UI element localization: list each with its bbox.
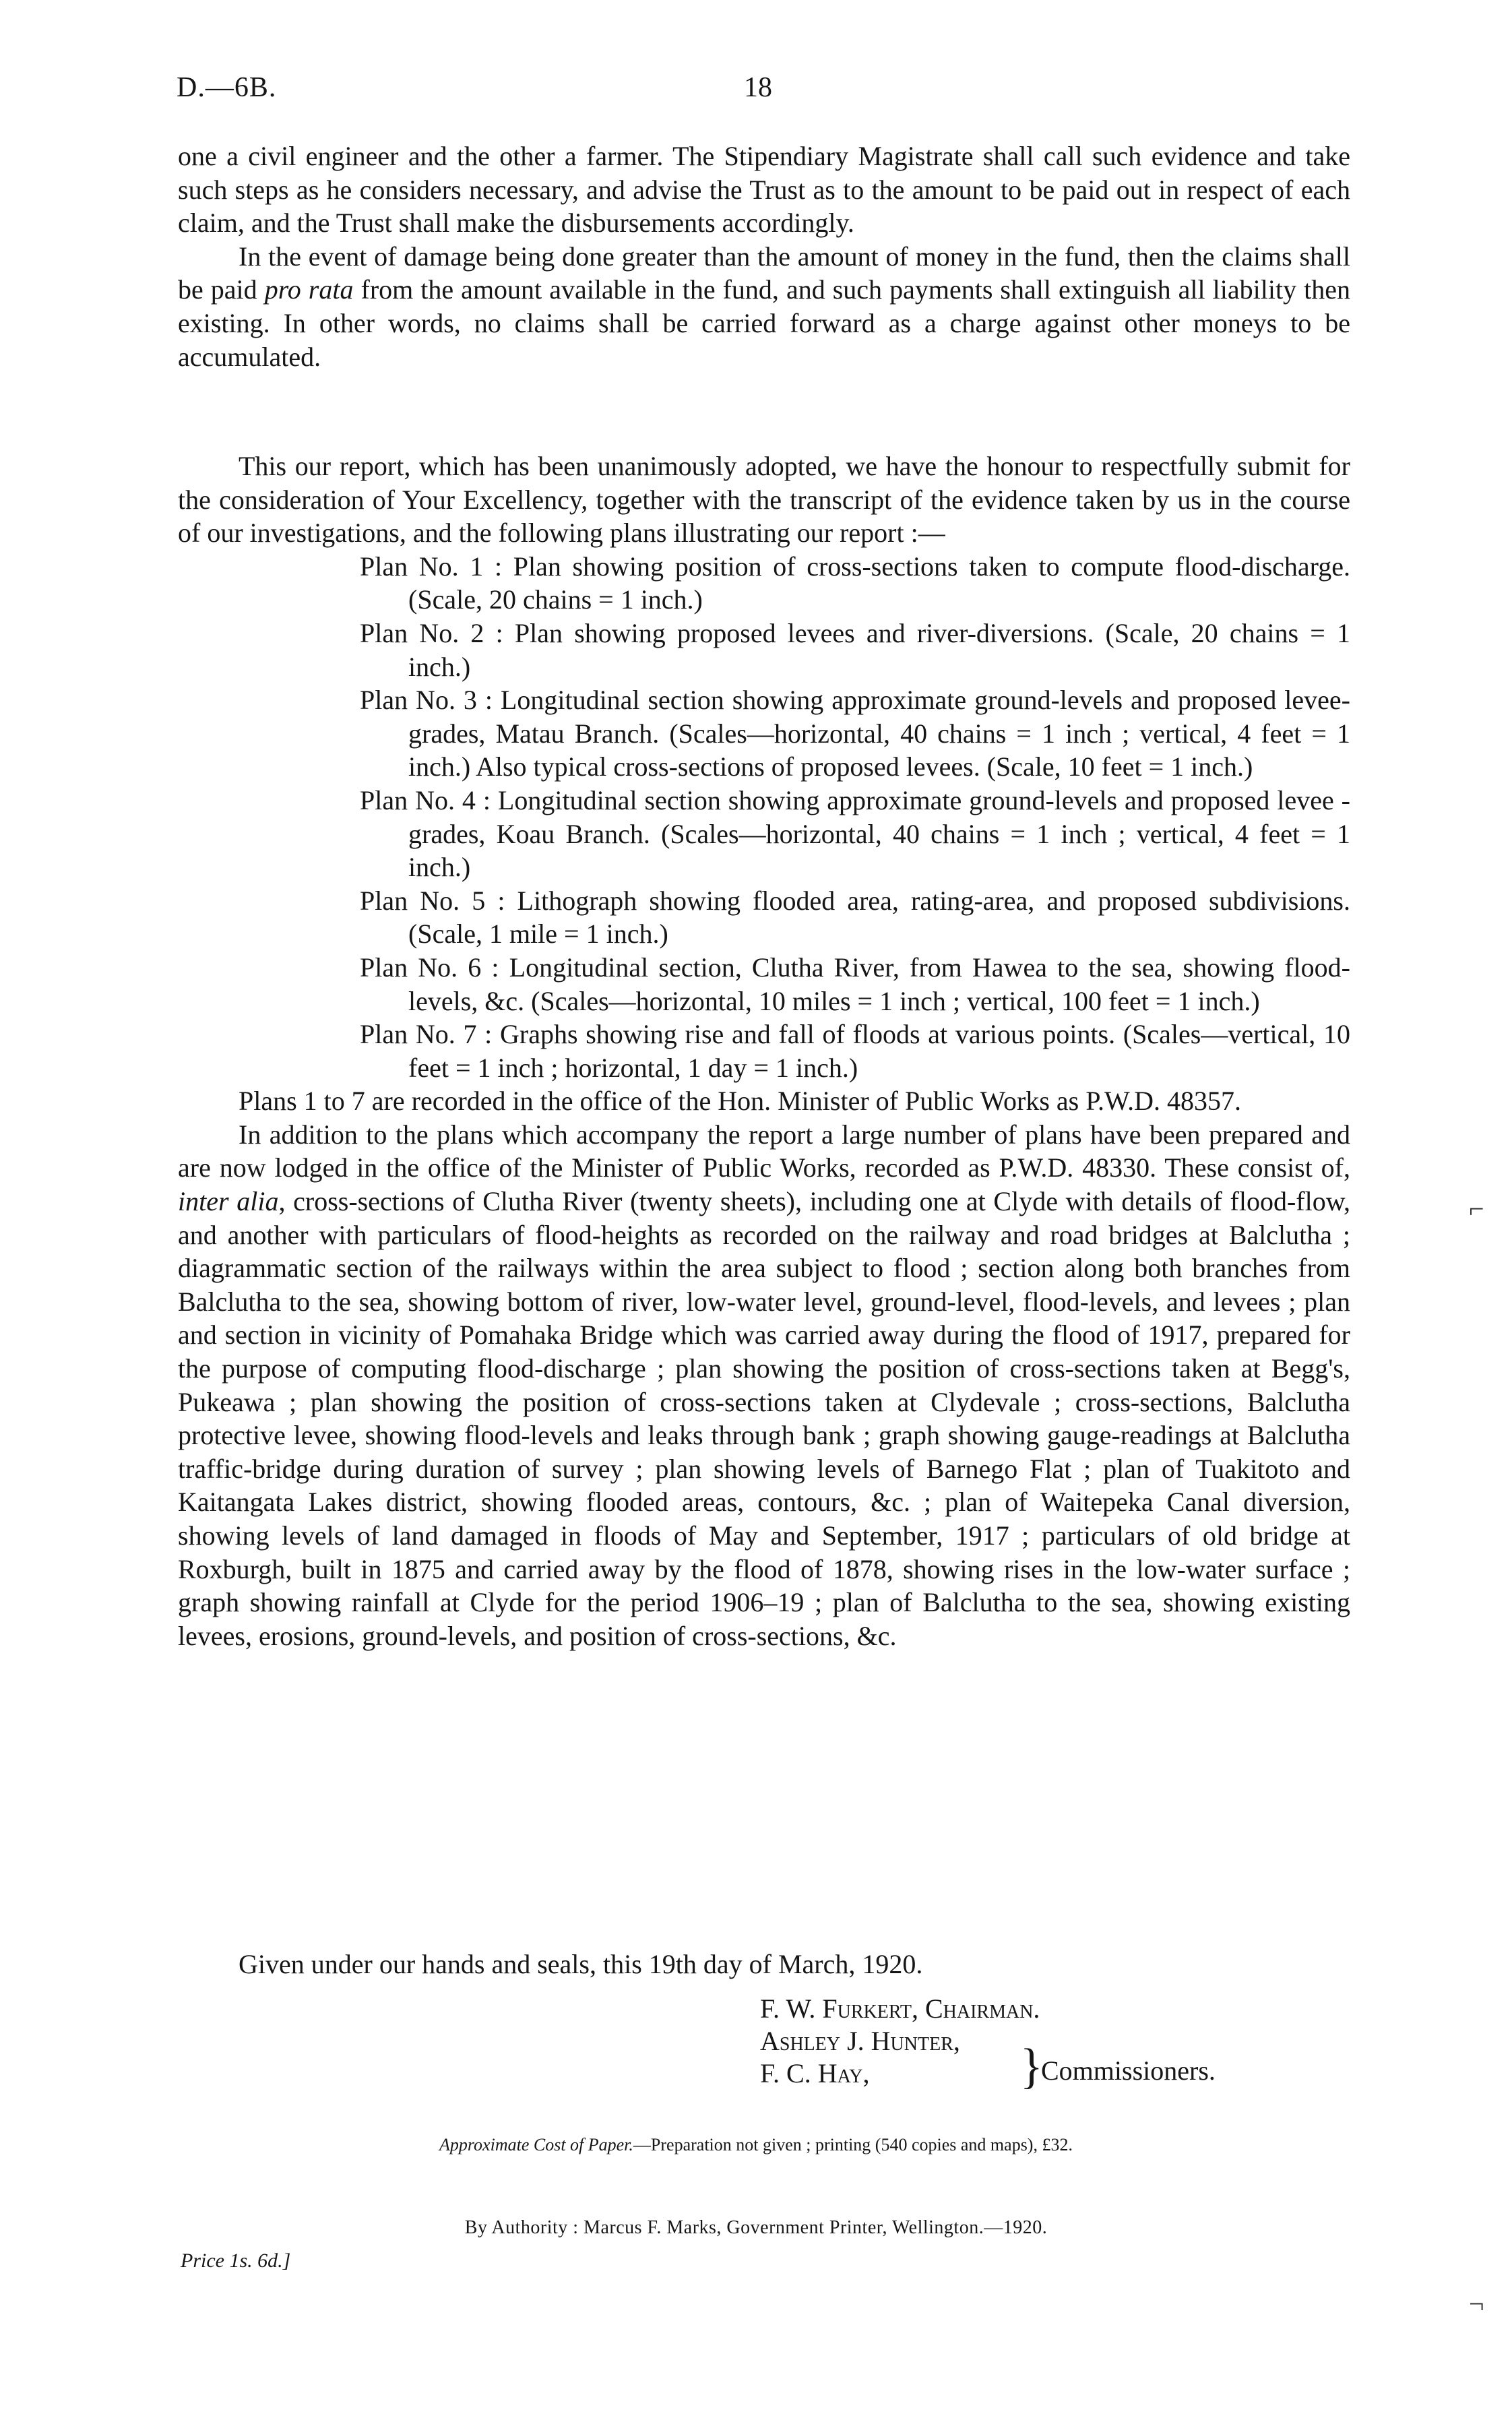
body-block-main <box>178 449 1350 1652</box>
paragraph-report-intro: This our report, which has been unanimously adopted, we have the honour to respectfully submit for the consideration of Your Excellency, together with the transcript of the evidence taken by us in the course of our investigations, and the following plans illustrating our report :— <box>178 451 1350 549</box>
cost-text: —Preparation not given ; printing (540 copies and maps), £32. <box>633 2135 1073 2154</box>
plan-item: Plan No. 4 : Longitudinal section showing approximate ground-levels and proposed levee - grades, Koau Branch. (Scales—horizontal, 40 chains = 1 inch ; vertical, 4 feet = 1 inch.) <box>360 784 1350 883</box>
plan-item: Plan No. 1 : Plan showing position of cross-sections taken to compute flood-discharge. (Scale, 20 chains = 1 inch.) <box>360 551 1350 615</box>
commissioners-label: Commissioners. <box>1041 2055 1216 2086</box>
signature-chairman: F. W. Furkert, Chairman. <box>760 1993 1040 2024</box>
signature-hunter: Ashley J. Hunter, <box>760 2026 960 2056</box>
margin-mark: ¬ <box>1469 2289 1484 2319</box>
plan-item: Plan No. 7 : Graphs showing rise and fall of floods at various points. (Scales—vertical, 10 feet = 1 inch ; horizontal, 1 day = 1 inch.) <box>360 1019 1350 1083</box>
cost-label: Approximate Cost of Paper. <box>439 2135 633 2154</box>
paragraph-plans-recorded: Plans 1 to 7 are recorded in the office of the Hon. Minister of Public Works as P.W.D. 48357. <box>239 1086 1242 1117</box>
signature-hay: F. C. Hay, <box>760 2058 870 2088</box>
cost-note <box>0 2135 1512 2155</box>
brace-glyph: } <box>1020 2039 1043 2094</box>
plan-item: Plan No. 5 : Lithograph showing flooded area, rating-area, and proposed subdivisions. (Scale, 1 mile = 1 inch.) <box>360 885 1350 950</box>
paragraph-pro-rata: In the event of damage being done greater than the amount of money in the fund, then the claims shall be paid pro rata from the amount available in the fund, and such payments shall extinguish all liability then existing. In other words, no claims shall be carried forward as a charge against other moneys to be accumulated. <box>178 241 1351 372</box>
printer-authority: By Authority : Marcus F. Marks, Government Printer, Wellington.—1920. <box>464 2217 1048 2238</box>
page-number: 18 <box>744 72 772 103</box>
plan-item: Plan No. 6 : Longitudinal section, Clutha River, from Hawea to the sea, showing flood-levels, &c. (Scales—horizontal, 10 miles = 1 inch ; vertical, 100 feet = 1 inch.) <box>360 952 1350 1016</box>
signature-block <box>760 1993 1040 2090</box>
paragraph-continuation: one a civil engineer and the other a farmer. The Stipendiary Magistrate shall call such evidence and take such steps as he considers necessary, and advise the Trust as to the amount to be paid out in respect of each claim, and the Trust shall make the disbursements accordingly. <box>178 141 1350 239</box>
plans-list <box>178 550 1350 1085</box>
paragraph-additional-plans: In addition to the plans which accompany the report a large number of plans have been prepared and are now lodged in the office of the Minister of Public Works, recorded as P.W.D. 48330. These consist of, inter alia, cross-sections of Clutha River (twenty sheets), including one at Clyde with details of flood-flow, and another with particulars of flood-heights as recorded on the railway and road bridges at Balclutha ; diagrammatic section of the railways within the area subject to flood ; section along both branches from Balclutha to the sea, showing bottom of river, low-water level, ground-level, flood-levels, and levees ; plan and section in vicinity of Pomahaka Bridge which was carried away during the flood of 1917, prepared for the purpose of computing flood-discharge ; plan showing the position of cross-sections taken at Begg's, Pukeawa ; plan showing the position of cross-sections taken at Clydevale ; cross-sections, Balclutha protective levee, showing flood-levels and leaks through bank ; graph showing gauge-readings at Balclutha traffic-bridge during duration of survey ; plan showing levels of Barnego Flat ; plan of Tuakitoto and Kaitangata Lakes district, showing flooded areas, contours, &c. ; plan of Waitepeka Canal diversion, showing levels of land damaged in floods of May and September, 1917 ; particulars of old bridge at Roxburgh, built in 1875 and carried away by the flood of 1878, showing rises in the low-water surface ; graph showing rainfall at Clyde for the period 1906–19 ; plan of Balclutha to the sea, showing existing levees, erosions, ground-levels, and position of cross-sections, &c. <box>178 1119 1350 1651</box>
closing-statement: Given under our hands and seals, this 19th day of March, 1920. <box>239 1949 923 1979</box>
price-label: Price 1s. 6d.] <box>181 2250 291 2272</box>
document-reference: D.—6B. <box>177 72 277 103</box>
body-block-top <box>178 139 1350 373</box>
plan-item: Plan No. 3 : Longitudinal section showing approximate ground-levels and proposed levee-grades, Matau Branch. (Scales—horizontal, 40 chains = 1 inch ; vertical, 4 feet = 1 inch.) Also typical cross-sections of proposed levees. (Scale, 10 feet = 1 inch.) <box>360 685 1350 782</box>
margin-mark: ⌐ <box>1469 1193 1484 1224</box>
plan-item: Plan No. 2 : Plan showing proposed levees and river-diversions. (Scale, 20 chains = 1 inch.) <box>360 617 1350 682</box>
